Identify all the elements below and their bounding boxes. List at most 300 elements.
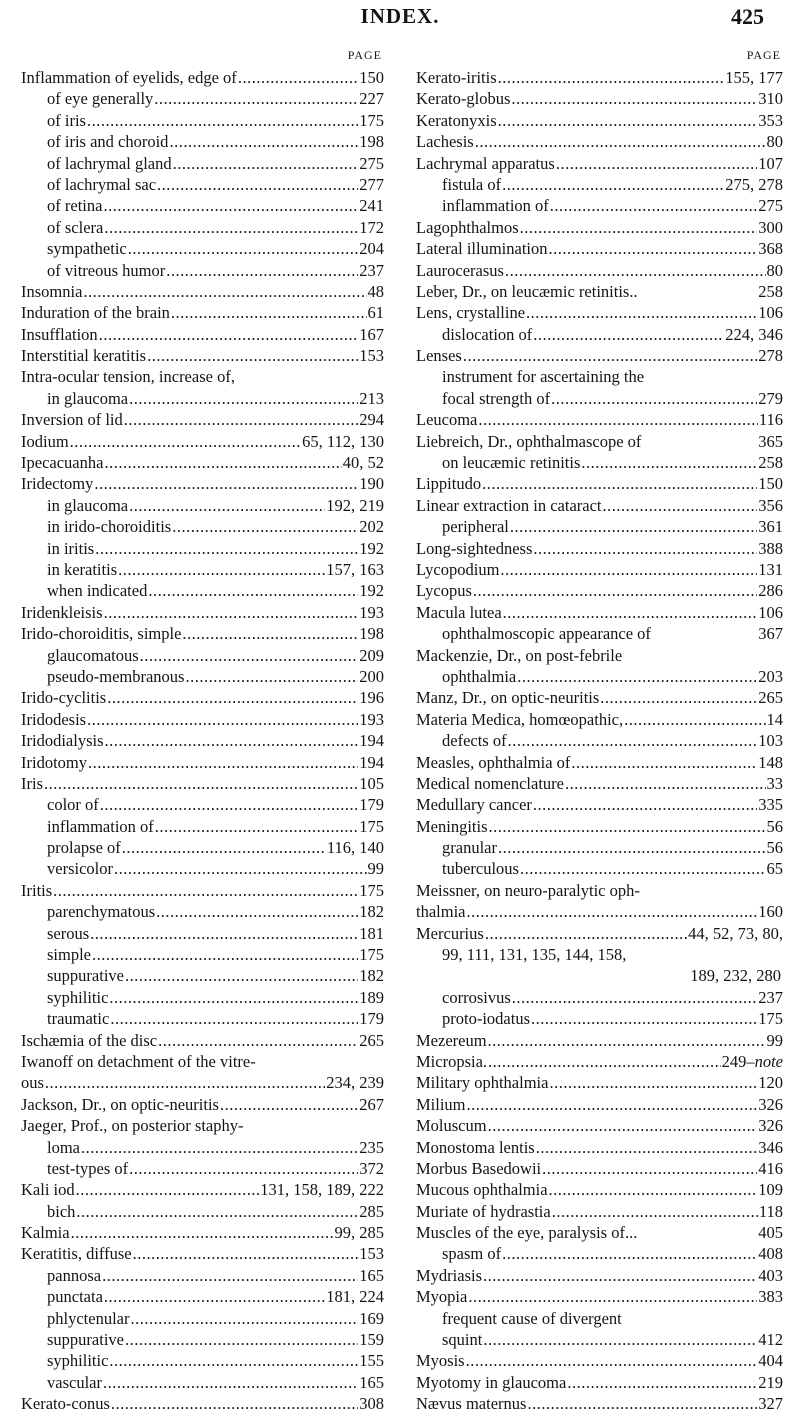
entry-term: Macula lutea: [416, 602, 502, 622]
entry-term: Jackson, Dr., on optic-neuritis: [21, 1094, 219, 1114]
entry-term: of sclera: [47, 217, 104, 237]
dot-leader: [76, 1179, 260, 1200]
entry-pages: [758, 431, 783, 452]
dot-leader: [94, 473, 358, 494]
entry-term: Keratitis, diffuse: [21, 1244, 132, 1264]
entry-pages: [359, 538, 384, 559]
index-entry: [416, 1393, 783, 1414]
dot-leader: [549, 1179, 758, 1200]
entry-page-numbers: 175: [359, 110, 384, 130]
entry-term: when indicated: [47, 581, 148, 601]
index-entry: [21, 538, 384, 559]
entry-term: of iris and choroid: [47, 132, 169, 152]
entry-page-numbers: 175: [359, 816, 384, 836]
entry-term: Iridodesis: [21, 709, 87, 729]
index-entry: [21, 1393, 384, 1414]
entry-term: bich: [47, 1201, 76, 1221]
entry-pages: [758, 495, 783, 516]
index-entry: [416, 431, 783, 452]
index-entry: [21, 1201, 384, 1222]
dot-leader: [173, 153, 359, 174]
entry-term: in glaucoma: [47, 495, 129, 515]
entry-pages: [758, 473, 783, 494]
index-entry: [21, 1158, 384, 1179]
index-entry: [21, 195, 384, 216]
dot-leader: [489, 816, 766, 837]
entry-page-numbers: 234, 239: [326, 1073, 384, 1093]
index-entry: [21, 1350, 384, 1371]
dot-leader: [498, 837, 766, 858]
entry-pages: [758, 345, 783, 366]
index-entry: [416, 409, 783, 430]
index-entry: [21, 473, 384, 494]
entry-page-numbers: 106: [758, 303, 783, 323]
index-entry: [21, 1265, 384, 1286]
entry-page-numbers: 99, 285: [334, 1223, 384, 1243]
entry-pages: [725, 67, 783, 88]
entry-pages: [758, 1393, 783, 1414]
entry-pages: [302, 431, 384, 452]
entry-term: of vitreous humor: [47, 260, 166, 280]
entry-page-numbers: 353: [758, 110, 783, 130]
entry-page-numbers: 56: [766, 838, 783, 858]
index-entry: [416, 1072, 783, 1093]
entry-term: Induration of the brain: [21, 303, 170, 323]
index-entry: [416, 217, 783, 238]
entry-term: Linear extraction in cataract: [416, 495, 602, 515]
index-entry: [416, 1008, 783, 1029]
index-entry: [21, 431, 384, 452]
entry-page-numbers: 368: [758, 239, 783, 259]
entry-page-numbers: 106: [758, 602, 783, 622]
index-entry: [21, 153, 384, 174]
entry-term: of retina: [47, 196, 103, 216]
dot-leader: [468, 1286, 757, 1307]
index-entry: [21, 452, 384, 473]
entry-page-numbers: 131, 158, 189, 222: [260, 1180, 384, 1200]
dot-leader: [488, 1115, 758, 1136]
entry-page-numbers: 383: [758, 1287, 783, 1307]
entry-term: Lens, crystalline: [416, 303, 526, 323]
entry-pages: [359, 1158, 384, 1179]
entry-pages: [758, 88, 783, 109]
index-entry: [416, 67, 783, 88]
entry-pages: [359, 987, 384, 1008]
entry-pages: [758, 1265, 783, 1286]
index-entry: [21, 580, 384, 601]
entry-term: ophthalmoscopic appearance of: [442, 624, 651, 644]
entry-page-numbers: 120: [758, 1073, 783, 1093]
entry-term: Monostoma lentis: [416, 1137, 535, 1157]
entry-page-numbers: 175: [758, 1009, 783, 1029]
entry-pages: [758, 987, 783, 1008]
index-entry: [416, 260, 783, 281]
index-entry: [21, 559, 384, 580]
index-entry: [21, 901, 384, 922]
entry-pages: [758, 1329, 783, 1350]
entry-pages: [758, 1072, 783, 1093]
dot-leader: [111, 1393, 358, 1414]
entry-pages: [688, 923, 783, 944]
entry-term: of eye generally: [47, 89, 154, 109]
entry-term: in iritis: [47, 538, 95, 558]
dot-leader: [533, 324, 724, 345]
index-entry: [21, 773, 384, 794]
entry-page-numbers: 61: [367, 303, 384, 323]
dot-leader: [129, 388, 358, 409]
index-entry: [416, 153, 783, 174]
entry-term: traumatic: [47, 1009, 110, 1029]
dot-leader: [505, 260, 766, 281]
entry-pages: [359, 516, 384, 537]
dot-leader: [109, 1350, 358, 1371]
entry-term: Long-sightedness: [416, 538, 533, 558]
dot-leader: [103, 195, 358, 216]
index-entry: [416, 1265, 783, 1286]
index-column-left: [21, 48, 384, 1415]
entry-page-numbers: 193: [359, 709, 384, 729]
entry-pages: [359, 345, 384, 366]
dot-leader: [102, 1265, 358, 1286]
dot-leader: [551, 388, 757, 409]
dot-leader: [488, 1051, 721, 1072]
entry-term: Lagophthalmos: [416, 217, 519, 237]
index-entry: [416, 88, 783, 109]
index-entry: [21, 1008, 384, 1029]
entry-page-numbers: 279: [758, 388, 783, 408]
entry-pages: [758, 1094, 783, 1115]
entry-pages: [359, 1030, 384, 1051]
entry-pages: [359, 645, 384, 666]
index-entry: [21, 174, 384, 195]
entry-pages: [359, 623, 384, 644]
dot-leader: [526, 302, 757, 323]
dot-leader: [157, 174, 358, 195]
dot-leader: [110, 1008, 358, 1029]
entry-pages: [359, 195, 384, 216]
index-entry: [21, 345, 384, 366]
index-entry: [21, 1222, 384, 1243]
entry-term: dislocation of: [442, 324, 533, 344]
entry-pages: [359, 238, 384, 259]
dot-leader: [130, 1308, 358, 1329]
index-entry: [416, 538, 783, 559]
entry-page-numbers: 198: [359, 624, 384, 644]
index-entry: [416, 730, 783, 751]
entry-page-numbers: 167: [359, 324, 384, 344]
index-entry: [416, 666, 783, 687]
entry-page-numbers: 48: [367, 281, 384, 301]
entry-pages: [767, 260, 784, 281]
entry-page-numbers: 182: [359, 902, 384, 922]
index-entry: [21, 366, 384, 387]
dot-leader: [92, 944, 358, 965]
entry-page-numbers: 175: [359, 945, 384, 965]
entry-page-numbers: 109: [758, 1180, 783, 1200]
entry-term: Iwanoff on detachment of the vitre-: [21, 1051, 256, 1071]
index-entry: [416, 195, 783, 216]
entry-page-numbers: 105: [359, 773, 384, 793]
entry-page-numbers: 326: [758, 1094, 783, 1114]
entry-pages: [758, 559, 783, 580]
entry-pages: [359, 602, 384, 623]
entry-pages: [359, 131, 384, 152]
entry-term: Muscles of the eye, paralysis of...: [416, 1223, 638, 1243]
index-entry: [21, 687, 384, 708]
index-entry: [21, 1179, 384, 1200]
entry-page-numbers: 40, 52: [342, 453, 384, 473]
index-column-right: [416, 48, 783, 1415]
entry-term: fistula of: [442, 174, 502, 194]
index-entry: [21, 409, 384, 430]
entry-term: thalmia: [416, 902, 466, 922]
index-entry: [21, 816, 384, 837]
entry-pages: [359, 1265, 384, 1286]
dot-leader: [87, 709, 358, 730]
entry-pages: [767, 709, 784, 730]
dot-leader: [104, 217, 358, 238]
entry-term: Lycopodium: [416, 559, 500, 579]
entry-term: Myotomy in glaucoma: [416, 1372, 567, 1392]
entry-pages: [758, 580, 783, 601]
entry-page-numbers: 148: [758, 752, 783, 772]
entry-page-numbers: 213: [359, 388, 384, 408]
entry-pages: [758, 281, 783, 302]
dot-leader: [533, 538, 757, 559]
dot-leader: [53, 880, 358, 901]
entry-page-numbers: 258: [758, 453, 783, 473]
entry-term: Muriate of hydrastia: [416, 1201, 551, 1221]
entry-term: Iridenkleisis: [21, 602, 103, 622]
entry-term: proto-iodatus: [442, 1009, 530, 1029]
entry-pages: [359, 1372, 384, 1393]
index-entry: [416, 645, 783, 666]
entry-pages: [359, 709, 384, 730]
entry-pages: [359, 1137, 384, 1158]
entry-page-numbers: 346: [758, 1137, 783, 1157]
entry-page-numbers: 388: [758, 538, 783, 558]
index-entry: [21, 1094, 384, 1115]
index-entry: [416, 623, 783, 644]
entry-pages: [767, 816, 784, 837]
entry-page-numbers: 99: [766, 1030, 783, 1050]
entry-term: Ipecacuanha: [21, 453, 104, 473]
dot-leader: [517, 666, 757, 687]
entry-pages: [359, 666, 384, 687]
entry-page-numbers: 194: [359, 731, 384, 751]
entry-term: Lateral illumination: [416, 239, 548, 259]
entry-pages: [359, 794, 384, 815]
index-entry: [416, 687, 783, 708]
entry-pages: [326, 495, 384, 516]
entry-pages: [725, 174, 783, 195]
dot-leader: [466, 901, 757, 922]
entry-pages: [359, 901, 384, 922]
entry-term: Irido-choroiditis, simple: [21, 624, 182, 644]
index-entry: [21, 238, 384, 259]
entry-page-numbers: 116, 140: [326, 838, 384, 858]
entry-pages: [758, 238, 783, 259]
entry-pages: [368, 281, 385, 302]
entry-page-numbers: 192: [359, 581, 384, 601]
entry-page-numbers: 65: [766, 859, 783, 879]
entry-term: Insomnia: [21, 281, 83, 301]
dot-leader: [124, 409, 359, 430]
dot-leader: [500, 559, 757, 580]
dot-leader: [70, 431, 301, 452]
entry-term: of lachrymal sac: [47, 174, 157, 194]
entry-term: color of: [47, 795, 99, 815]
entry-page-numbers: 367: [758, 624, 783, 644]
entry-term: sympathetic: [47, 239, 127, 259]
dot-leader: [103, 1372, 358, 1393]
index-entry: [21, 709, 384, 730]
entry-pages: [758, 1137, 783, 1158]
dot-leader: [536, 1137, 758, 1158]
entry-pages: [359, 409, 384, 430]
dot-leader: [475, 131, 766, 152]
dot-leader: [498, 67, 725, 88]
index-entry: [21, 730, 384, 751]
index-entry: [416, 837, 783, 858]
entry-term: Myopia: [416, 1287, 468, 1307]
index-entry: [416, 388, 783, 409]
entry-pages: [359, 473, 384, 494]
entry-page-numbers: 153: [359, 346, 384, 366]
entry-pages: [326, 1286, 384, 1307]
dot-leader: [220, 1094, 358, 1115]
entry-term: Insufflation: [21, 324, 98, 344]
entry-pages: [758, 195, 783, 216]
entry-pages: [359, 88, 384, 109]
entry-term: syphilitic: [47, 987, 109, 1007]
dot-leader: [107, 687, 358, 708]
dot-leader: [87, 110, 358, 131]
entry-term: punctata: [47, 1287, 103, 1307]
index-entry: [21, 1051, 384, 1072]
entry-page-numbers: 194: [359, 752, 384, 772]
entry-pages: [758, 538, 783, 559]
entry-term: Lachesis: [416, 132, 474, 152]
entry-term: Inflammation of eyelids, edge of: [21, 68, 237, 87]
entry-note: note: [754, 1051, 783, 1071]
entry-page-numbers: 196: [359, 688, 384, 708]
dot-leader: [556, 153, 757, 174]
entry-pages: [758, 1243, 783, 1264]
index-entry: [21, 88, 384, 109]
entry-term: Ischæmia of the disc: [21, 1030, 158, 1050]
entry-page-numbers: 172: [359, 217, 384, 237]
index-entry: [21, 495, 384, 516]
entry-term: suppurative: [47, 966, 124, 986]
dot-leader: [533, 794, 757, 815]
dot-leader: [463, 345, 757, 366]
entry-term: Lycopus: [416, 581, 472, 601]
dot-leader: [76, 1201, 358, 1222]
entry-page-numbers: 165: [359, 1372, 384, 1392]
entry-page-numbers: 249–: [721, 1051, 755, 1071]
index-entry: [21, 837, 384, 858]
dot-leader: [104, 452, 341, 473]
entry-term: simple: [47, 945, 91, 965]
entry-page-numbers: 241: [359, 196, 384, 216]
entry-pages: [758, 1179, 783, 1200]
index-entry: [416, 1372, 783, 1393]
entry-pages: [759, 1201, 783, 1222]
dot-leader: [552, 1201, 758, 1222]
entry-page-numbers: 265: [758, 688, 783, 708]
dot-leader: [182, 623, 358, 644]
index-entry: [416, 452, 783, 473]
index-entry: [21, 217, 384, 238]
entry-pages: [758, 666, 783, 687]
dot-leader: [603, 495, 758, 516]
entry-page-numbers: 193: [359, 602, 384, 622]
entry-pages: [359, 730, 384, 751]
entry-page-numbers: 265: [359, 1030, 384, 1050]
entry-page-numbers: 118: [758, 1201, 783, 1221]
entry-page-numbers: 310: [758, 89, 783, 109]
entry-pages: [359, 324, 384, 345]
entry-page-numbers: 275: [359, 153, 384, 173]
entry-term: Keratonyxis: [416, 110, 497, 130]
dot-leader: [498, 110, 758, 131]
entry-pages: [326, 559, 384, 580]
index-entry: [416, 987, 783, 1008]
index-entry: [416, 174, 783, 195]
entry-page-numbers: 131: [758, 559, 783, 579]
dot-leader: [502, 174, 724, 195]
index-entry: [416, 1030, 783, 1051]
entry-term: instrument for ascertaining the: [442, 367, 645, 387]
entry-page-numbers: 116: [758, 410, 783, 430]
index-entry: [21, 1030, 384, 1051]
column-header: PAGE: [347, 48, 382, 62]
index-entry: [416, 131, 783, 152]
entry-pages: [359, 752, 384, 773]
index-entry: [21, 516, 384, 537]
index-entry: [21, 1308, 384, 1329]
entry-page-numbers: 267: [359, 1094, 384, 1114]
index-entry: [416, 1201, 783, 1222]
entry-pages: [758, 901, 783, 922]
index-entry: [416, 1350, 783, 1371]
dot-leader: [154, 88, 358, 109]
entry-term: Micropsia.: [416, 1051, 488, 1071]
entry-term: syphilitic: [47, 1351, 109, 1371]
entry-pages: [359, 687, 384, 708]
entry-term: in irido-choroiditis: [47, 517, 172, 537]
entry-term: Manz, Dr., on optic-neuritis: [416, 688, 600, 708]
entry-term: Liebreich, Dr., ophthalmascope of: [416, 431, 642, 451]
dot-leader: [148, 580, 358, 601]
entry-term: granular: [442, 838, 497, 858]
dot-leader: [485, 923, 687, 944]
entry-pages: [758, 1372, 783, 1393]
entry-page-numbers: 361: [758, 517, 783, 537]
dot-leader: [483, 1329, 757, 1350]
index-entry: [416, 1137, 783, 1158]
index-entry: [21, 1115, 384, 1136]
entry-page-numbers: 179: [359, 795, 384, 815]
dot-leader: [83, 281, 366, 302]
entry-page-numbers: 258: [758, 281, 783, 301]
index-entry: [416, 1329, 783, 1350]
entry-pages: [359, 1393, 384, 1414]
dot-leader: [45, 1072, 325, 1093]
entry-pages: [759, 409, 783, 430]
entry-page-numbers: 160: [758, 902, 783, 922]
